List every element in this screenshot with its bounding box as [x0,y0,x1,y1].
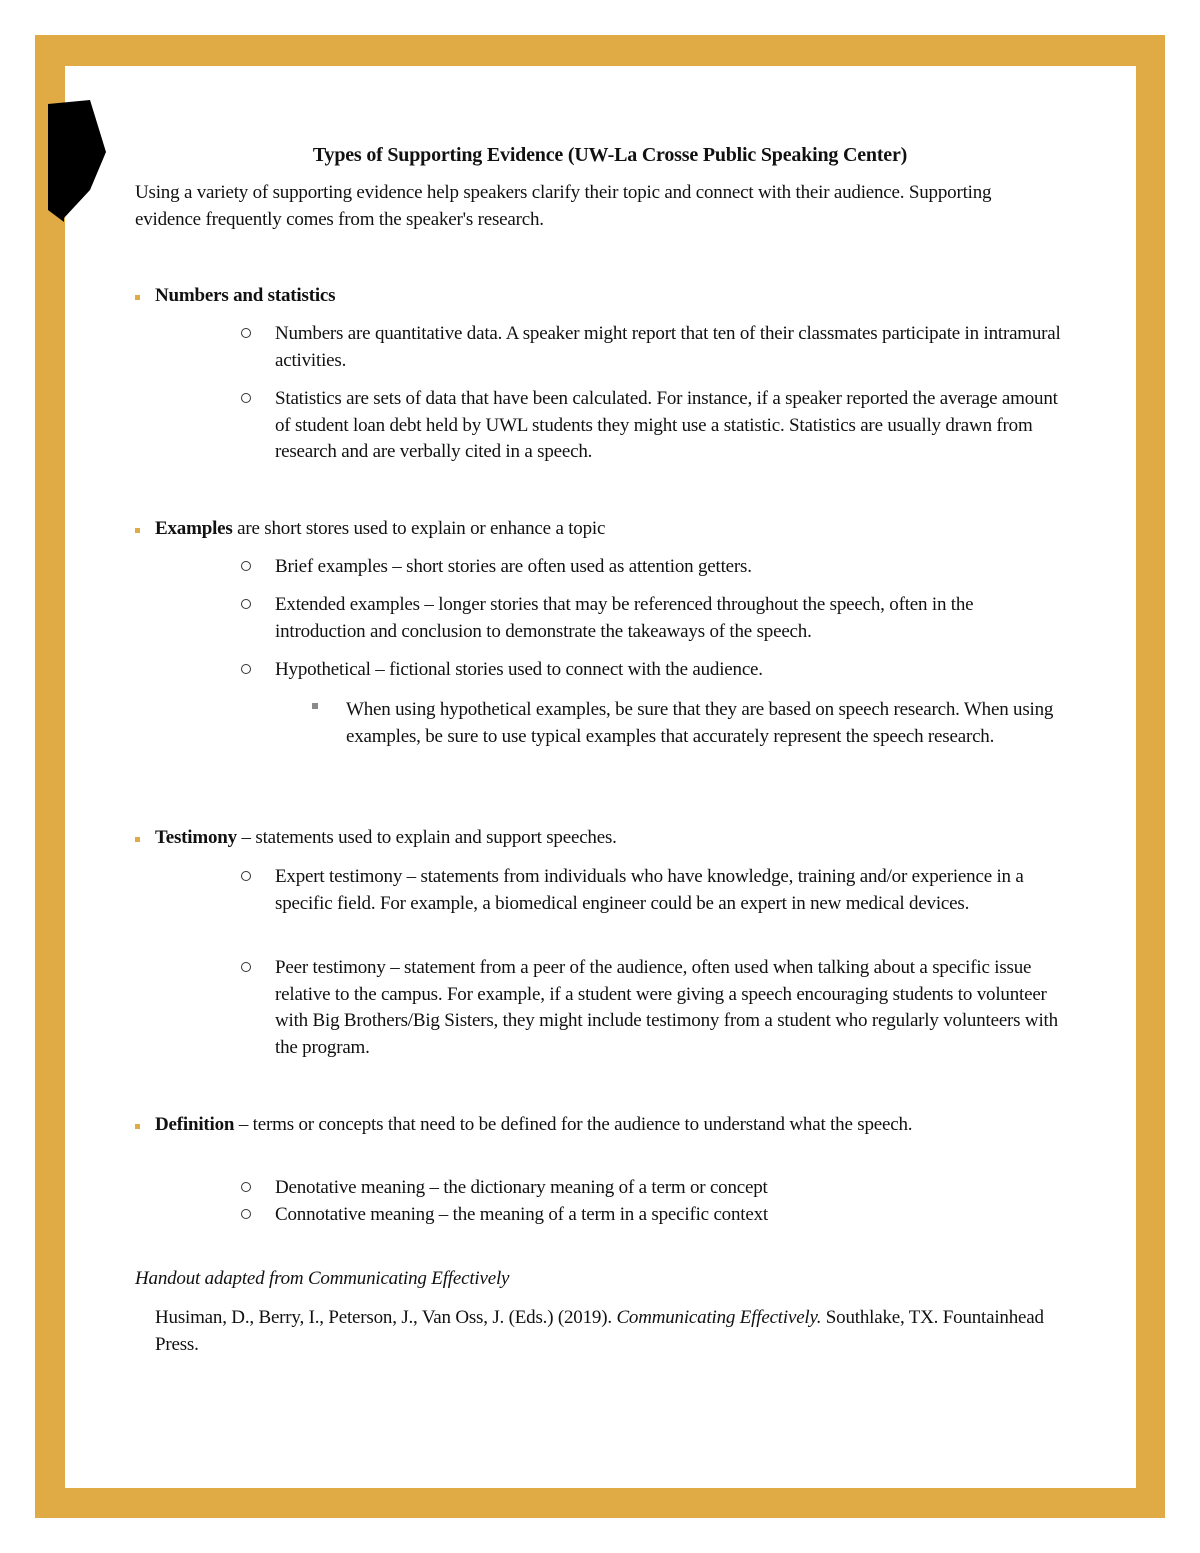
list-item: Brief examples – short stories are often used as attention getters. [275,556,752,577]
circle-bullet [241,664,251,674]
section-numbers-statistics [155,283,1055,310]
section-testimony [155,825,1055,852]
circle-bullet [241,962,251,972]
circle-bullet [241,1182,251,1192]
sub-list-item: When using hypothetical examples, be sure that they are based on speech research. When using examples, be sure to use typical examples that accurately represent the speech research. [346,699,1054,747]
section-heading-rest: are short stores used to explain or enhance a topic [232,518,606,539]
section-heading: Examples [155,518,233,539]
section-heading: Definition [155,1114,235,1135]
section-heading-rest: – statements used to explain and support speeches. [236,827,617,848]
section-examples [155,516,1055,543]
black-tab-marker [48,100,108,228]
list-item: Connotative meaning – the meaning of a term in a specific context [275,1204,768,1225]
citation-authors: Husiman, D., Berry, I., Peterson, J., Van Oss, J. (Eds.) (2019). [155,1307,617,1328]
page-title: Types of Supporting Evidence (UW-La Crosse Public Speaking Center) [312,144,908,166]
citation-publisher: Southlake, TX. Fountainhead Press. [155,1307,1044,1355]
list-item: Expert testimony – statements from individuals who have knowledge, training and/or experience in a specific field. For example, a biomedical engineer could be an expert in new medical devices. [275,866,1024,914]
list-item: Statistics are sets of data that have been calculated. For instance, if a speaker reported the average amount of student loan debt held by UWL students they might use a statistic. Statistics are usually drawn from research and are verbally cited in a speech. [275,388,1058,462]
list-item: Hypothetical – fictional stories used to connect with the audience. [275,659,763,680]
list-item: Denotative meaning – the dictionary meaning of a term or concept [275,1177,768,1198]
section-definition [135,1112,1045,1139]
section-bullet [135,837,140,842]
citation [155,1305,1050,1358]
section-heading: Numbers and statistics [155,285,336,306]
section-heading-rest: – terms or concepts that need to be defined for the audience to understand what the speech. [234,1114,913,1135]
section-bullet [135,295,140,300]
circle-bullet [241,393,251,403]
circle-bullet [241,1209,251,1219]
square-bullet [312,703,318,709]
section-heading: Testimony [155,827,237,848]
circle-bullet [241,328,251,338]
adapted-note: Handout adapted from Communicating Effectively [135,1268,510,1289]
citation-title: Communicating Effectively. [616,1307,822,1328]
circle-bullet [241,871,251,881]
circle-bullet [241,561,251,571]
circle-bullet [241,599,251,609]
intro-paragraph: Using a variety of supporting evidence help speakers clarify their topic and connect with their audience. Supporting evidence frequently comes from the speaker's research. [135,182,992,230]
section-bullet [135,528,140,533]
list-item: Extended examples – longer stories that may be referenced throughout the speech, often in the introduction and conclusion to demonstrate the takeaways of the speech. [275,594,974,642]
list-item: Peer testimony – statement from a peer of the audience, often used when talking about a specific issue relative to the campus. For example, if a student were giving a speech encouraging students to volunteer with Big Brothers/Big Sisters, they might include testimony from a student who regularly volunteers with the program. [275,957,1058,1058]
list-item: Numbers are quantitative data. A speaker might report that ten of their classmates participate in intramural activities. [275,323,1061,371]
